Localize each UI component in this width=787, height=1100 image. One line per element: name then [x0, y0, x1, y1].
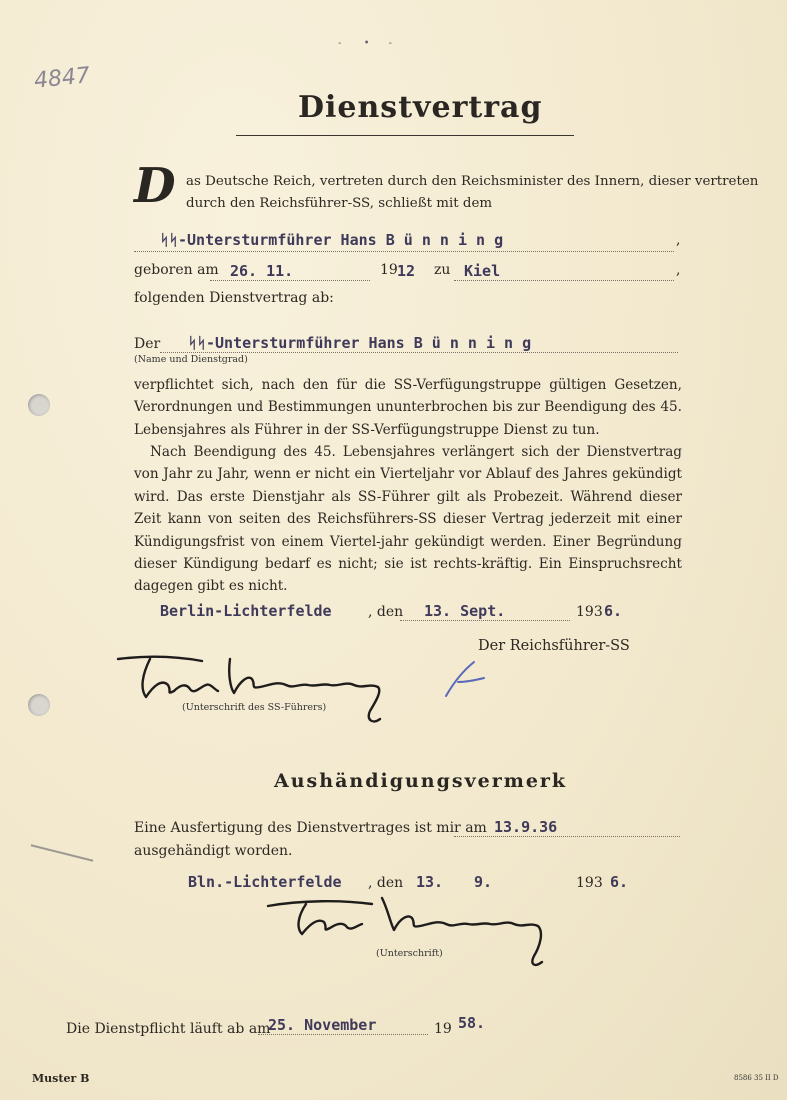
signature-himmler	[440, 652, 690, 704]
service-date-line	[258, 1034, 428, 1035]
born-date: 26. 11.	[230, 262, 294, 280]
year-1-suffix: 6.	[604, 602, 623, 620]
signature-buenning-2	[262, 890, 562, 972]
date-2-month: 9.	[474, 873, 493, 891]
contract-paragraph-2	[134, 441, 682, 598]
comma-1: ,	[676, 232, 681, 248]
punch-hole-top	[28, 394, 50, 416]
section-title: Aushändigungsvermerk	[274, 770, 568, 792]
born-place-line	[454, 280, 674, 281]
signature-buenning-1	[110, 645, 400, 730]
born-at-label: zu	[434, 262, 451, 278]
form-label: Muster B	[32, 1072, 90, 1085]
contract-paragraph-1	[134, 374, 682, 441]
receipt-text: Eine Ausfertigung des Dienstvertrages ist mir am	[134, 820, 487, 836]
place-2: Bln.-Lichterfelde	[188, 873, 342, 891]
contract-label: folgenden Dienstvertrag ab:	[134, 290, 334, 306]
paragraph-1-text: verpflichtet sich, nach den für die SS-Verfügungstruppe gültigen Gesetzen, Verordnungen und Bestimmungen ununterbrochen bis zur Beendigung des 45. Lebensjahres als Führer in der SS-Verfügungstruppe Dienst zu tun.	[134, 377, 682, 438]
name-field-2: ᛋᛋ-Untersturmführer Hans B ü n n i n g	[188, 334, 532, 352]
signature-caption-1: (Unterschrift des SS-Führers)	[182, 702, 327, 713]
title-underline	[236, 135, 574, 136]
date-1: 13. Sept.	[424, 602, 506, 620]
date-2-day: 13.	[416, 873, 444, 891]
service-year-suffix: 58.	[458, 1014, 486, 1032]
intro-line-2: durch den Reichsführer-SS, schließt mit dem	[186, 196, 493, 211]
name-field-1: ᛋᛋ-Untersturmführer Hans B ü n n i n g	[160, 231, 504, 249]
print-code: 8586 35 II D	[734, 1074, 779, 1082]
intro-line-1: as Deutsche Reich, vertreten durch den Reichsminister des Innern, dieser vertreten	[186, 174, 759, 189]
den-label-2: , den	[368, 875, 404, 891]
year-1-prefix: 193	[576, 604, 603, 620]
pencil-mark	[31, 844, 94, 861]
archive-number: 4847	[32, 63, 92, 94]
document-title: Dienstvertrag	[298, 90, 543, 125]
name-field-1-line	[134, 251, 674, 252]
receipt-date-line	[454, 836, 680, 837]
date-1-line	[400, 620, 570, 621]
paragraph-2-text: Nach Beendigung des 45. Lebensjahres verlängert sich der Dienstvertrag von Jahr zu Jahr, wenn er nicht ein Vierteljahr vor Ablauf des Jahres gekündigt wird. Das erste Dienstjahr als SS-Führer gilt als Probezeit. Während dieser Zeit kann von seiten des Reichsführers-SS dieser Vertrag jederzeit mit einer Kündigungsfrist von einem Viertel-jahr gekündigt werden. Einer Begründung dieser Kündigung bedarf es nicht; sie ist rechts-kräftig. Ein Einspruchsrecht dagegen gibt es nicht.	[134, 444, 682, 595]
comma-2: ,	[676, 262, 681, 278]
born-place: Kiel	[464, 262, 501, 280]
den-label-1: , den	[368, 604, 404, 620]
born-date-line	[210, 280, 370, 281]
service-year-prefix: 19	[434, 1021, 452, 1037]
born-year-suffix: 12	[397, 262, 416, 280]
year-2-suffix: 6.	[610, 873, 629, 891]
service-date: 25. November	[268, 1016, 377, 1034]
place-1: Berlin-Lichterfelde	[160, 602, 332, 620]
name-caption: (Name und Dienstgrad)	[134, 354, 248, 365]
signature-caption-2: (Unterschrift)	[376, 948, 443, 959]
receipt-text-2: ausgehändigt worden.	[134, 843, 293, 859]
year-2-prefix: 193	[576, 875, 603, 891]
initial-letter: D	[134, 158, 176, 214]
der-label: Der	[134, 336, 161, 352]
born-label: geboren am	[134, 262, 219, 278]
receipt-date: 13.9.36	[494, 818, 558, 836]
name-field-2-line	[160, 352, 678, 353]
punch-hole-bottom	[28, 694, 50, 716]
service-text: Die Dienstpflicht läuft ab am	[66, 1021, 271, 1037]
reichsfuehrer-label: Der Reichsführer-SS	[478, 638, 630, 654]
born-year-prefix: 19	[380, 262, 398, 278]
top-marks: - • -	[338, 38, 392, 49]
